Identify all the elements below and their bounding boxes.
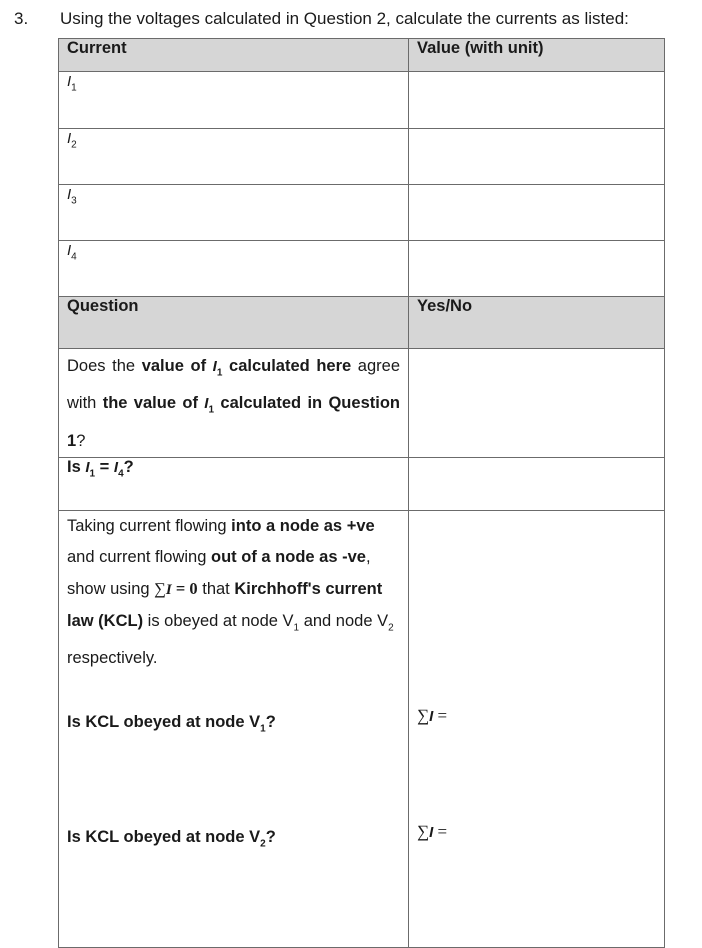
sum-answer-node-2[interactable]: ∑I = bbox=[417, 821, 448, 841]
current-label-1: $I_1$ bbox=[59, 72, 409, 129]
question-row-1 bbox=[59, 349, 665, 458]
current-value-cell-1[interactable] bbox=[409, 72, 665, 129]
kcl-node-1-question: Is KCL obeyed at node $V_1$? bbox=[67, 712, 276, 735]
current-label-3: $I_3$ bbox=[59, 185, 409, 241]
current-value-cell-2[interactable] bbox=[409, 129, 665, 185]
header-current: Current bbox=[59, 39, 409, 72]
question-1-answer-cell[interactable] bbox=[409, 349, 665, 458]
question-3-text: Taking current flowing into a node as +ve and current flowing out of a node as -ve, show using ∑I = 0 that Kirchhoff's current law (KCL) is obeyed at node $V_1$ and node $V_2$ respectively. Is KCL obeyed at node $V_1$? Is KCL obeyed at node $V_2$? bbox=[59, 510, 409, 947]
sum-answer-node-1[interactable]: ∑I = bbox=[417, 705, 448, 725]
current-row-3 bbox=[59, 185, 665, 241]
current-row-2 bbox=[59, 129, 665, 185]
question-3-answer-cell[interactable] bbox=[409, 510, 665, 947]
header-yesno: Yes/No bbox=[409, 297, 665, 349]
kcl-node-2-question: Is KCL obeyed at node $V_2$? bbox=[67, 828, 276, 850]
question-text: Using the voltages calculated in Question 2, calculate the currents as listed: bbox=[60, 9, 629, 28]
question-row-3 bbox=[59, 510, 665, 947]
current-value-cell-4[interactable] bbox=[409, 241, 665, 297]
question-2-answer-cell[interactable] bbox=[409, 457, 665, 510]
question-number: 3. bbox=[14, 9, 29, 28]
currents-table bbox=[58, 38, 665, 948]
current-label-2: $I_2$ bbox=[59, 129, 409, 185]
table-header-question bbox=[59, 297, 665, 349]
current-row-1 bbox=[59, 72, 665, 129]
table-header-current bbox=[59, 39, 665, 72]
question-2-text: Is $I_1 = I_4$? bbox=[59, 457, 409, 510]
current-label-4: $I_4$ bbox=[59, 241, 409, 297]
header-value: Value (with unit) bbox=[409, 39, 665, 72]
question-1-text: Does the value of $I_1$ calculated here agree with the value of $I_1$ calculated in Question 1? bbox=[59, 349, 409, 458]
current-row-4 bbox=[59, 241, 665, 297]
question-row-2 bbox=[59, 457, 665, 510]
current-value-cell-3[interactable] bbox=[409, 185, 665, 241]
header-question: Question bbox=[59, 297, 409, 349]
